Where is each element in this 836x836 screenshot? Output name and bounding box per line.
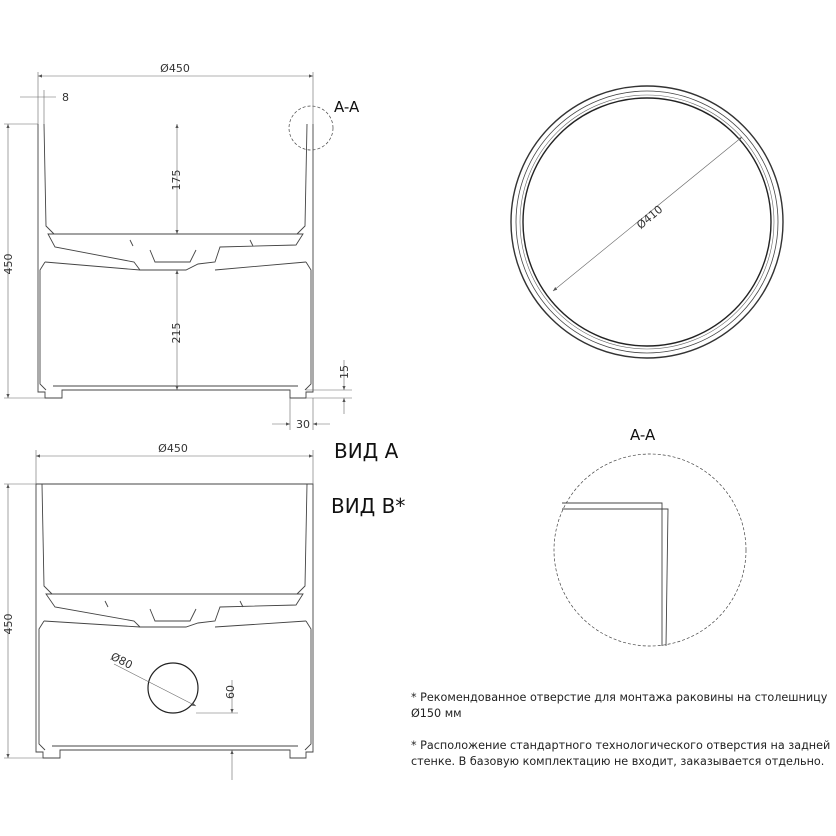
section-detail-title: A-A xyxy=(630,426,656,444)
note-technical-hole: * Расположение стандартного технологического отверстия на задней стенке. В базовую комплектацию не входит, заказывается отдельно. xyxy=(411,739,831,768)
dim-lower-height: 215 xyxy=(170,322,183,344)
section-callout-circle xyxy=(289,106,333,150)
dim-top-diameter: Ø450 xyxy=(160,62,190,75)
dim-height: 450 xyxy=(2,253,15,275)
plan-view xyxy=(511,86,783,358)
dim-view-a-height: 450 xyxy=(2,613,15,635)
dim-hole-diameter: Ø80 xyxy=(108,649,135,672)
bowl-bottom xyxy=(48,234,303,270)
technical-hole xyxy=(148,663,198,713)
view-b-title: ВИД В* xyxy=(331,494,406,518)
view-b xyxy=(2,442,313,780)
dim-inner-diameter: Ø410 xyxy=(634,202,666,232)
dim-base-height: 15 xyxy=(338,365,351,379)
dim-view-a-diameter: Ø450 xyxy=(158,442,188,455)
dim-hole-offset: 60 xyxy=(224,685,237,699)
section-detail xyxy=(554,426,746,646)
dim-bowl-depth: 175 xyxy=(170,169,183,191)
sink-body-outline xyxy=(38,124,313,398)
dim-wall-thickness: 8 xyxy=(62,91,69,104)
note-mounting-hole: * Рекомендованное отверстие для монтажа раковины на столешницу Ø150 мм xyxy=(411,691,828,720)
view-a-title: ВИД А xyxy=(334,439,399,463)
side-view-top xyxy=(2,62,360,431)
dim-base-offset: 30 xyxy=(296,418,310,431)
section-callout-label: A-A xyxy=(334,98,360,116)
